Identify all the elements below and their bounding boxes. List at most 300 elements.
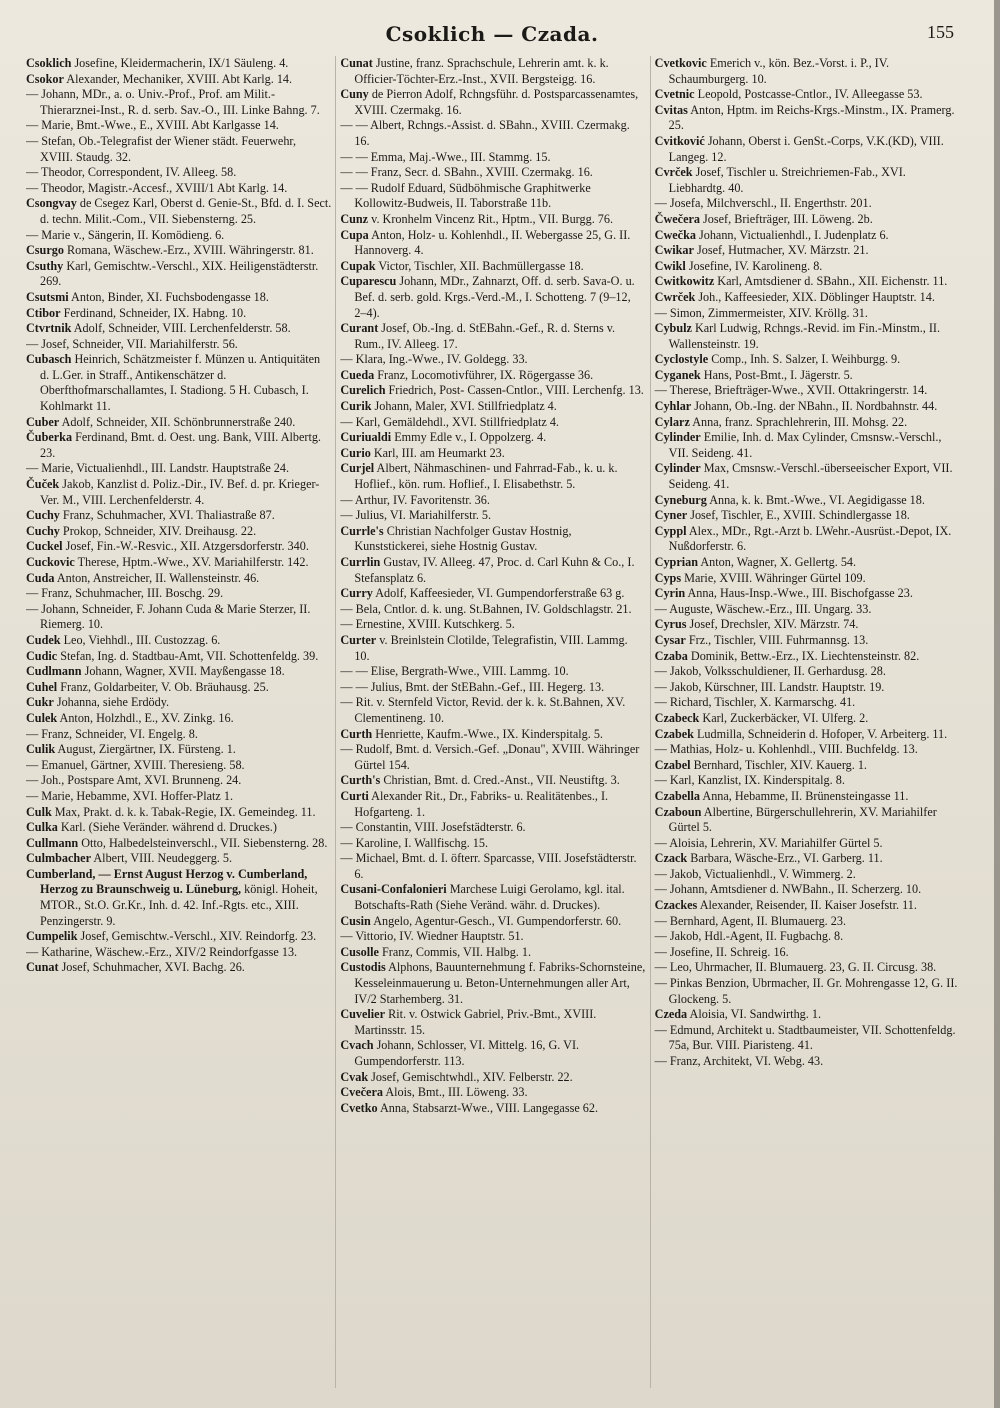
entry-surname: Cusolle: [340, 944, 379, 959]
entry-surname: Cuchy: [26, 523, 60, 538]
entry-surname: Cuny: [340, 87, 369, 102]
directory-entry: [340, 508, 645, 524]
entry-details: Emmy Edle v., I. Oppolzerg. 4.: [394, 430, 547, 445]
directory-entry: [26, 695, 331, 711]
directory-entry: [655, 399, 960, 415]
directory-entry: [26, 571, 331, 587]
directory-entry: [340, 1085, 645, 1101]
directory-entry: [26, 867, 331, 929]
directory-entry: [26, 56, 331, 72]
directory-entry: [655, 165, 960, 196]
entry-details: — Jakob, Hdl.-Agent, II. Fugbachg. 8.: [654, 929, 844, 944]
entry-details: — Pinkas Benzion, Ubrmacher, II. Gr. Mohrengasse 12, G. II. Glockeng. 5.: [654, 976, 958, 1006]
entry-surname: Culik: [26, 742, 56, 757]
entry-surname: Curelich: [340, 383, 386, 398]
directory-entry: [655, 898, 960, 914]
entry-surname: Ctvrtnik: [26, 321, 72, 336]
directory-entry: [655, 321, 960, 352]
entry-details: — — Elise, Bergrath-Wwe., VIII. Lammg. 10.: [340, 664, 569, 679]
directory-entry: [655, 103, 960, 134]
entry-details: — Jakob, Volksschuldiener, II. Gerhardusg. 28.: [654, 664, 886, 679]
directory-entry: [340, 960, 645, 1007]
directory-entry: [340, 836, 645, 852]
entry-details: — Klara, Ing.-Wwe., IV. Goldegg. 33.: [340, 352, 528, 367]
entry-details: Johann, Wagner, XVII. Mayßengasse 18.: [84, 664, 285, 679]
entry-surname: Cylinder: [654, 430, 701, 445]
directory-entry: [340, 680, 645, 696]
entry-details: — Arthur, IV. Favoritenstr. 36.: [340, 492, 490, 507]
entry-details: Josef, Drechsler, XIV. Märzstr. 74.: [689, 617, 859, 632]
entry-details: — Josefa, Milchverschl., II. Engerthstr. 201.: [654, 196, 872, 211]
entry-details: Max, Cmsnsw.-Verschl.-überseeischer Export, VII. Seideng. 41.: [668, 461, 953, 492]
entry-surname: Cyclostyle: [654, 352, 709, 367]
entry-surname: Curio: [340, 445, 371, 460]
directory-entry: [26, 960, 331, 976]
entry-details: Josef, Tischler, E., XVIII. Schindlergasse 18.: [690, 508, 910, 523]
entry-surname: Csutsmi: [26, 289, 69, 304]
entry-surname: Cukr: [26, 695, 54, 710]
entry-details: Josef, Schuhmacher, XVI. Bachg. 26.: [61, 960, 245, 975]
directory-entry: [26, 524, 331, 540]
entry-details: — Karl, Kanzlist, IX. Kinderspitalg. 8.: [654, 773, 845, 788]
entry-surname: Csurgo: [26, 243, 64, 258]
entry-surname: Cubasch: [26, 352, 72, 367]
entry-surname: Cudek: [26, 632, 61, 647]
entry-surname: Cusin: [340, 913, 371, 928]
entry-details: — Johann, Schneider, F. Johann Cuda & Marie Sterzer, II. Riemerg. 10.: [26, 601, 311, 632]
directory-entry: [655, 1054, 960, 1070]
directory-entry: [26, 134, 331, 165]
entry-details: Anton, Anstreicher, II. Wallensteinstr. 46.: [56, 570, 260, 585]
entry-details: — Constantin, VIII. Josefstädterstr. 6.: [340, 820, 526, 835]
entry-details: Joh., Kaffeesieder, XIX. Döblinger Hauptstr. 14.: [698, 289, 935, 304]
entry-details: Anton, Binder, XI. Fuchsbodengasse 18.: [71, 289, 269, 304]
entry-details: Alex., MDr., Rgt.-Arzt b. LWehr.-Ausrüst.-Depot, IX. Nußdorferstr. 6.: [668, 523, 952, 554]
entry-surname: Cvitas: [654, 102, 688, 117]
directory-entry: [340, 1007, 645, 1038]
directory-entry: [655, 555, 960, 571]
entry-details: Karl, Zuckerbäcker, VI. Ulferg. 2.: [702, 710, 869, 725]
directory-entry: [655, 524, 960, 555]
entry-surname: Čwečera: [654, 211, 700, 226]
directory-entry: [26, 243, 331, 259]
directory-entry: [655, 383, 960, 399]
entry-surname: Čuberka: [26, 430, 73, 445]
entry-details: — — Julius, Bmt. der StEBahn.-Gef., III. Hegerg. 13.: [340, 679, 605, 694]
directory-entry: [655, 134, 960, 165]
entry-surname: Culmbacher: [26, 851, 91, 866]
entry-details: — Theodor, Correspondent, IV. Alleeg. 58.: [26, 165, 237, 180]
entry-details: Franz, Goldarbeiter, V. Ob. Bräuhausg. 25.: [60, 679, 269, 694]
entry-details: Josefine, IV. Karolineng. 8.: [688, 258, 823, 273]
entry-details: Bernhard, Tischler, XIV. Kauerg. 1.: [693, 757, 867, 772]
entry-surname: Cuckel: [26, 539, 63, 554]
directory-entry: [340, 321, 645, 352]
entry-surname: Čuček: [26, 477, 60, 492]
entry-details: Max, Prakt. d. k. k. Tabak-Regie, IX. Gemeindeg. 11.: [54, 804, 316, 819]
entry-details: — Vittorio, IV. Wiedner Hauptstr. 51.: [340, 929, 524, 944]
entry-details: Albert, VIII. Neudeggerg. 5.: [93, 851, 233, 866]
directory-entry: [655, 602, 960, 618]
entry-details: — Joh., Postspare Amt, XVI. Brunneng. 24.: [26, 773, 242, 788]
entry-details: — Johann, MDr., a. o. Univ.-Prof., Prof. am Milit.-Thierarznei-Inst., R. d. serb. Sav.-O., III. Linke Bahng. 7.: [26, 87, 320, 117]
entry-details: v. Breinlstein Clotilde, Telegrafistin, VIII. Lammg. 10.: [354, 632, 628, 663]
entry-details: Justine, franz. Sprachschule, Lehrerin amt. k. k. Officier-Töchter-Erz.-Inst., XVII. Bergsteigg. 16.: [354, 56, 609, 86]
entry-details: — Michael, Bmt. d. I. öfterr. Sparcasse, VIII. Josefstädterstr. 6.: [340, 851, 637, 881]
directory-entry: [26, 181, 331, 197]
entry-details: Karl Ludwig, Rchngs.-Revid. im Fin.-Minstm., II. Wallensteinstr. 19.: [668, 321, 941, 351]
directory-entry: [26, 321, 331, 337]
entry-surname: Cylarz: [654, 414, 690, 429]
directory-entry: [26, 836, 331, 852]
entry-details: Franz, Schuhmacher, XVI. Thaliastraße 87.: [62, 508, 275, 523]
entry-details: Alphons, Bauunternehmung f. Fabriks-Schornsteine, Kesseleinmauerung u. Beton-Unternehmungen aller Art, IV/2 Starhemberg. 31.: [354, 960, 646, 1006]
directory-entry: [655, 649, 960, 665]
entry-details: — Josef, Schneider, VII. Mariahilferstr. 56.: [26, 336, 238, 351]
entry-details: Alexander, Mechaniker, XVIII. Abt Karlg. 14.: [66, 71, 293, 86]
entry-details: Alexander Rit., Dr., Fabriks- u. Realitätenbes., I. Hofgarteng. 1.: [354, 788, 609, 819]
entry-surname: Cvetko: [340, 1100, 378, 1115]
entry-details: Johann, Victualienhdl., I. Judenplatz 6.: [699, 227, 889, 242]
directory-entry: [655, 882, 960, 898]
entry-details: Anton, Hptm. im Reichs-Krgs.-Minstm., IX. Pramerg. 25.: [668, 102, 955, 133]
entry-surname: Cvitković: [654, 133, 705, 148]
directory-entry: [340, 228, 645, 259]
entry-details: — Katharine, Wäschew.-Erz., XIV/2 Reindorfgasse 13.: [26, 944, 298, 959]
entry-surname: Cylinder: [654, 461, 701, 476]
entry-details: — Aloisia, Lehrerin, XV. Mariahilfer Gürtel 5.: [654, 835, 883, 850]
directory-entry: [655, 274, 960, 290]
entry-details: Heinrich, Schätzmeister f. Münzen u. Antiquitäten d. L.Ger. in Straff., Antikenschätzer d. Oberfthofmarschallamtes, I. Stadiong. 5 H. Cubasch, I. Kohlmarkt 11.: [40, 352, 321, 414]
directory-entry: [655, 727, 960, 743]
directory-entry: [26, 87, 331, 118]
directory-entry: [655, 617, 960, 633]
directory-entry: [655, 212, 960, 228]
entry-details: — Julius, VI. Mariahilferstr. 5.: [340, 508, 492, 523]
entry-surname: Cuhel: [26, 679, 58, 694]
entry-details: Josef, Briefträger, III. Löweng. 2b.: [703, 211, 873, 226]
entry-surname: Cvrček: [654, 165, 693, 180]
entry-surname: Cudic: [26, 648, 58, 663]
entry-surname: Czack: [654, 851, 688, 866]
entry-details: Josef, Gemischtwhdl., XIV. Felberstr. 22.: [371, 1069, 573, 1084]
entry-details: Anna, Hebamme, II. Brünensteingasse 11.: [702, 788, 909, 803]
directory-entry: [340, 602, 645, 618]
directory-entry: [340, 851, 645, 882]
entry-details: Anna, Stabsarzt-Wwe., VIII. Langegasse 62.: [379, 1100, 599, 1115]
directory-entry: [340, 446, 645, 462]
directory-entry: [655, 415, 960, 431]
entry-surname: Cueda: [340, 367, 375, 382]
directory-entry: [26, 352, 331, 414]
entry-details: Anna, k. k. Bmt.-Wwe., VI. Aegidigasse 18.: [709, 492, 925, 507]
entry-surname: Czaboun: [654, 804, 702, 819]
directory-entry: [655, 56, 960, 87]
entry-surname: Cyrus: [654, 617, 687, 632]
directory-entry: [340, 789, 645, 820]
entry-surname: Cvetkovic: [654, 56, 707, 70]
entry-surname: Cunz: [340, 211, 369, 226]
entry-surname: Csuthy: [26, 258, 64, 273]
entry-details: Karl, Amtsdiener d. SBahn., XII. Eichenstr. 11.: [717, 274, 948, 289]
entry-details: — Marie, Victualienhdl., III. Landstr. Hauptstraße 24.: [26, 461, 290, 476]
directory-entry: [340, 882, 645, 913]
entry-details: Christian Nachfolger Gustav Hostnig, Kunststickerei, siehe Hostnig Gustav.: [354, 523, 572, 554]
directory-entry: [26, 430, 331, 461]
directory-entry: [340, 368, 645, 384]
entry-details: Josef, Ob.-Ing. d. StEBahn.-Gef., R. d. Sterns v. Rum., IV. Alleeg. 17.: [354, 321, 616, 351]
directory-entry: [655, 929, 960, 945]
entry-details: — Franz, Schuhmacher, III. Boschg. 29.: [26, 586, 224, 601]
directory-entry: [340, 773, 645, 789]
directory-entry: [655, 87, 960, 103]
directory-entry: [655, 680, 960, 696]
directory-entry: [26, 259, 331, 290]
entry-details: Prokop, Schneider, XIV. Dreihausg. 22.: [62, 523, 257, 538]
directory-entry: [26, 72, 331, 88]
entry-surname: Cyhlar: [654, 399, 692, 414]
directory-entry: [340, 914, 645, 930]
entry-details: — Franz, Schneider, VI. Engelg. 8.: [26, 726, 198, 741]
directory-entry: [655, 430, 960, 461]
entry-details: — Simon, Zimmermeister, XIV. Kröllg. 31.: [654, 305, 868, 320]
directory-entry: [655, 867, 960, 883]
entry-details: Anton, Holz- u. Kohlenhdl., II. Webergasse 25, G. II. Hannoverg. 4.: [354, 227, 631, 258]
entry-details: Jakob, Kanzlist d. Poliz.-Dir., IV. Bef. d. pr. Krieger-Ver. M., VIII. Lerchenfelderstr. 4.: [40, 477, 320, 507]
directory-entry: [26, 929, 331, 945]
entry-details: Karl, Gemischtw.-Verschl., XIX. Heiligenstädterstr. 269.: [40, 258, 319, 289]
entry-surname: Cuvelier: [340, 1007, 386, 1022]
entry-details: Aloisia, VI. Sandwirthg. 1.: [689, 1007, 821, 1022]
entry-details: Alexander, Reisender, II. Kaiser Josefstr. 11.: [699, 898, 917, 913]
directory-entry: [340, 727, 645, 743]
directory-entry: [340, 695, 645, 726]
entry-surname: Ctibor: [26, 305, 61, 320]
entry-surname: Curry: [340, 586, 373, 601]
entry-details: Anton, Wagner, X. Gellertg. 54.: [700, 555, 857, 569]
entry-surname: Cvak: [340, 1069, 369, 1084]
entry-details: Barbara, Wäsche-Erz., VI. Garberg. 11.: [690, 851, 883, 866]
directory-entry: [655, 571, 960, 587]
directory-entry: [340, 524, 645, 555]
entry-details: Alois, Bmt., III. Löweng. 33.: [385, 1085, 528, 1100]
directory-entry: [655, 711, 960, 727]
entry-details: Adolf, Schneider, XII. Schönbrunnerstraße 240.: [61, 414, 296, 429]
directory-entry: [655, 914, 960, 930]
entry-details: Frz., Tischler, VIII. Fuhrmannsg. 13.: [688, 632, 869, 647]
entry-details: Albertine, Bürgerschullehrerin, XV. Mariahilfer Gürtel 5.: [668, 804, 937, 835]
entry-details: v. Kronhelm Vincenz Rit., Hptm., VII. Burgg. 76.: [371, 211, 614, 226]
entry-details: Stefan, Ing. d. Stadtbau-Amt, VII. Schottenfeldg. 39.: [60, 648, 319, 663]
entry-details: — — Albert, Rchngs.-Assist. d. SBahn., XVIII. Czermakg. 16.: [340, 118, 630, 148]
entry-surname: Cwikl: [654, 258, 686, 273]
entry-surname: Cwitkowitz: [654, 274, 715, 289]
entry-details: Angelo, Agentur-Gesch., VI. Gumpendorferstr. 60.: [373, 913, 622, 928]
entry-details: Johanna, siehe Erdödy.: [56, 695, 170, 710]
entry-surname: Cunat: [340, 56, 373, 70]
column-1: [26, 56, 331, 1388]
directory-entry: [26, 461, 331, 477]
entry-surname: Culka: [26, 820, 58, 835]
entry-surname: Czabek: [654, 726, 694, 741]
entry-details: — Marie, Hebamme, XVI. Hoffer-Platz 1.: [26, 788, 233, 803]
directory-entry: [655, 742, 960, 758]
entry-details: — Rudolf, Bmt. d. Versich.-Gef. „Donau", XVIII. Währinger Gürtel 154.: [340, 742, 640, 772]
entry-details: Anna, Haus-Insp.-Wwe., III. Bischofgasse 23.: [687, 586, 913, 601]
directory-entry: [655, 259, 960, 275]
running-head: Csoklich — Czada.: [385, 22, 599, 46]
entry-surname: Cyprian: [654, 555, 698, 569]
entry-details: Albert, Nähmaschinen- und Fahrrad-Fab., k. u. k. Hoflief., kön. rum. Hoflief., I. Elisabethstr. 5.: [354, 461, 618, 492]
entry-surname: Czackes: [654, 898, 698, 913]
directory-entry: [26, 477, 331, 508]
columns: [26, 56, 960, 1388]
entry-details: — Jakob, Victualienhdl., V. Wimmerg. 2.: [654, 866, 856, 881]
entry-surname: Curjel: [340, 461, 375, 476]
directory-entry: [26, 165, 331, 181]
entry-surname: Cyganek: [654, 367, 701, 382]
entry-details: Leopold, Postcasse-Cntlor., IV. Alleegasse 53.: [697, 87, 923, 102]
entry-details: Rit. v. Ostwick Gabriel, Priv.-Bmt., XVIII. Martinsstr. 15.: [354, 1007, 597, 1037]
directory-entry: [26, 415, 331, 431]
directory-entry: [340, 415, 645, 431]
entry-details: Josef, Gemischtw.-Verschl., XIV. Reindorfg. 23.: [80, 929, 317, 944]
directory-entry: [26, 789, 331, 805]
entry-details: Adolf, Schneider, VIII. Lerchenfelderstr. 58.: [73, 321, 291, 336]
entry-surname: Curth: [340, 726, 373, 741]
entry-details: Franz, Commis, VII. Halbg. 1.: [381, 944, 532, 959]
directory-entry: [26, 820, 331, 836]
directory-entry: [340, 742, 645, 773]
directory-entry: [26, 945, 331, 961]
entry-details: — Franz, Architekt, VI. Webg. 43.: [654, 1054, 824, 1068]
entry-details: Otto, Halbedelsteinverschl., VII. Siebensterng. 28.: [81, 835, 328, 850]
entry-details: Emerich v., kön. Bez.-Vorst. i. P., IV. Schaumburgerg. 10.: [668, 56, 890, 86]
entry-surname: Cyppl: [654, 523, 687, 538]
directory-entry: [26, 742, 331, 758]
entry-details: Adolf, Kaffeesieder, VI. Gumpendorferstraße 63 g.: [375, 586, 625, 601]
entry-surname: Cunat: [26, 960, 59, 975]
entry-surname: Cwikar: [654, 243, 694, 258]
directory-entry: [340, 399, 645, 415]
directory-entry: [340, 555, 645, 586]
entry-details: Johann, Oberst i. GenSt.-Corps, V.K.(KD), VIII. Langeg. 12.: [668, 133, 944, 164]
directory-entry: [340, 1070, 645, 1086]
directory-entry: [340, 820, 645, 836]
entry-surname: Culek: [26, 710, 58, 725]
directory-entry: [655, 836, 960, 852]
directory-entry: [340, 493, 645, 509]
directory-entry: [655, 758, 960, 774]
entry-details: Ferdinand, Bmt. d. Oest. ung. Bank, VIII. Albertg. 23.: [40, 430, 321, 460]
entry-surname: Currle's: [340, 523, 384, 538]
entry-surname: Cybulz: [654, 321, 692, 336]
directory-entry: [340, 929, 645, 945]
directory-entry: [340, 664, 645, 680]
directory-entry: [26, 196, 331, 227]
directory-entry: [655, 851, 960, 867]
entry-surname: Curti: [340, 788, 369, 803]
directory-entry: [340, 259, 645, 275]
directory-entry: [26, 773, 331, 789]
directory-entry: [340, 87, 645, 118]
entry-surname: Curth's: [340, 773, 381, 788]
directory-entry: [26, 508, 331, 524]
directory-entry: [340, 945, 645, 961]
entry-details: Christian, Bmt. d. Cred.-Anst., VII. Neustiftg. 3.: [383, 773, 620, 788]
entry-details: Marie, XVIII. Währinger Gürtel 109.: [684, 570, 866, 585]
directory-entry: [655, 695, 960, 711]
entry-details: — Mathias, Holz- u. Kohlenhdl., VIII. Buchfeldg. 13.: [654, 742, 918, 757]
entry-surname: Curant: [340, 321, 379, 336]
entry-details: Franz, Locomotivführer, IX. Rögergasse 36.: [377, 367, 594, 382]
entry-surname: Curik: [340, 399, 372, 414]
directory-entry: [26, 337, 331, 353]
entry-details: — Stefan, Ob.-Telegrafist der Wiener städt. Feuerwehr, XVIII. Staudg. 32.: [26, 133, 297, 164]
entry-surname: Cuda: [26, 570, 55, 585]
directory-entry: [26, 664, 331, 680]
directory-entry: [340, 165, 645, 181]
directory-entry: [655, 805, 960, 836]
entry-details: Johann, Maler, XVI. Stillfriedplatz 4.: [374, 399, 557, 414]
entry-details: Comp., Inh. S. Salzer, I. Weihburgg. 9.: [711, 352, 901, 367]
entry-details: Karl, III. am Heumarkt 23.: [373, 445, 505, 460]
entry-surname: Csoklich: [26, 56, 72, 70]
entry-details: — Theodor, Magistr.-Accesf., XVIII/1 Abt Karlg. 14.: [26, 180, 288, 195]
entry-details: Johann, MDr., Zahnarzt, Off. d. serb. Sava-O. u. Bef. d. serb. gold. Krgs.-Verd.-M., I. Schotteng. 7 (9–12, 2–4).: [354, 274, 635, 320]
directory-entry: [655, 1007, 960, 1023]
entry-surname: Cuckovic: [26, 555, 75, 569]
page-header: [30, 22, 954, 52]
entry-details: Johann, Schlosser, VI. Mittelg. 16, G. VI. Gumpendorferstr. 113.: [354, 1038, 580, 1068]
entry-details: Romana, Wäschew.-Erz., XVIII. Währingerstr. 81.: [66, 243, 314, 258]
entry-details: Karl. (Siehe Veränder. während d. Druckes.): [60, 820, 277, 835]
page-number: 155: [927, 22, 954, 42]
entry-details: — Karoline, I. Wallfischg. 15.: [340, 835, 489, 850]
directory-entry: [26, 290, 331, 306]
entry-details: Friedrich, Post- Cassen-Cntlor., VIII. Lerchenfg. 13.: [388, 383, 644, 398]
entry-details: Josef, Hutmacher, XV. Märzstr. 21.: [696, 243, 869, 258]
directory-entry: [340, 150, 645, 166]
directory-entry: [655, 461, 960, 492]
entry-details: Ludmilla, Schneiderin d. Hofoper, V. Arbeiterg. 11.: [696, 726, 948, 741]
entry-surname: Cuber: [26, 414, 60, 429]
directory-entry: [340, 274, 645, 321]
entry-details: — Edmund, Architekt u. Stadtbaumeister, VII. Schottenfeldg. 75a, Bur. VIII. Piaristeng. 41.: [654, 1022, 956, 1053]
directory-entry: [340, 461, 645, 492]
entry-details: — Auguste, Wäschew.-Erz., III. Ungarg. 33.: [654, 601, 872, 616]
entry-details: — Johann, Amtsdiener d. NWBahn., II. Scherzerg. 10.: [654, 882, 922, 897]
directory-entry: [26, 727, 331, 743]
entry-surname: Czabella: [654, 788, 701, 803]
entry-surname: Cysar: [654, 632, 686, 647]
directory-entry: [655, 368, 960, 384]
entry-surname: Csokor: [26, 71, 64, 86]
directory-entry: [26, 851, 331, 867]
entry-surname: Cvach: [340, 1038, 374, 1053]
directory-entry: [655, 789, 960, 805]
entry-surname: Curter: [340, 632, 377, 647]
directory-entry: [26, 711, 331, 727]
directory-entry: [340, 212, 645, 228]
entry-details: — Marie v., Sängerin, II. Komödieng. 6.: [26, 227, 225, 242]
entry-details: — Jakob, Kürschner, III. Landstr. Hauptstr. 19.: [654, 679, 885, 694]
directory-entry: [340, 383, 645, 399]
directory-entry: [655, 976, 960, 1007]
entry-details: Dominik, Bettw.-Erz., IX. Liechtensteinstr. 82.: [690, 648, 920, 663]
directory-entry: [655, 493, 960, 509]
entry-surname: Cumberland, — Ernst August Herzog v. Cumberland, Herzog zu Braunschweig u. Lüneburg,: [26, 866, 308, 897]
